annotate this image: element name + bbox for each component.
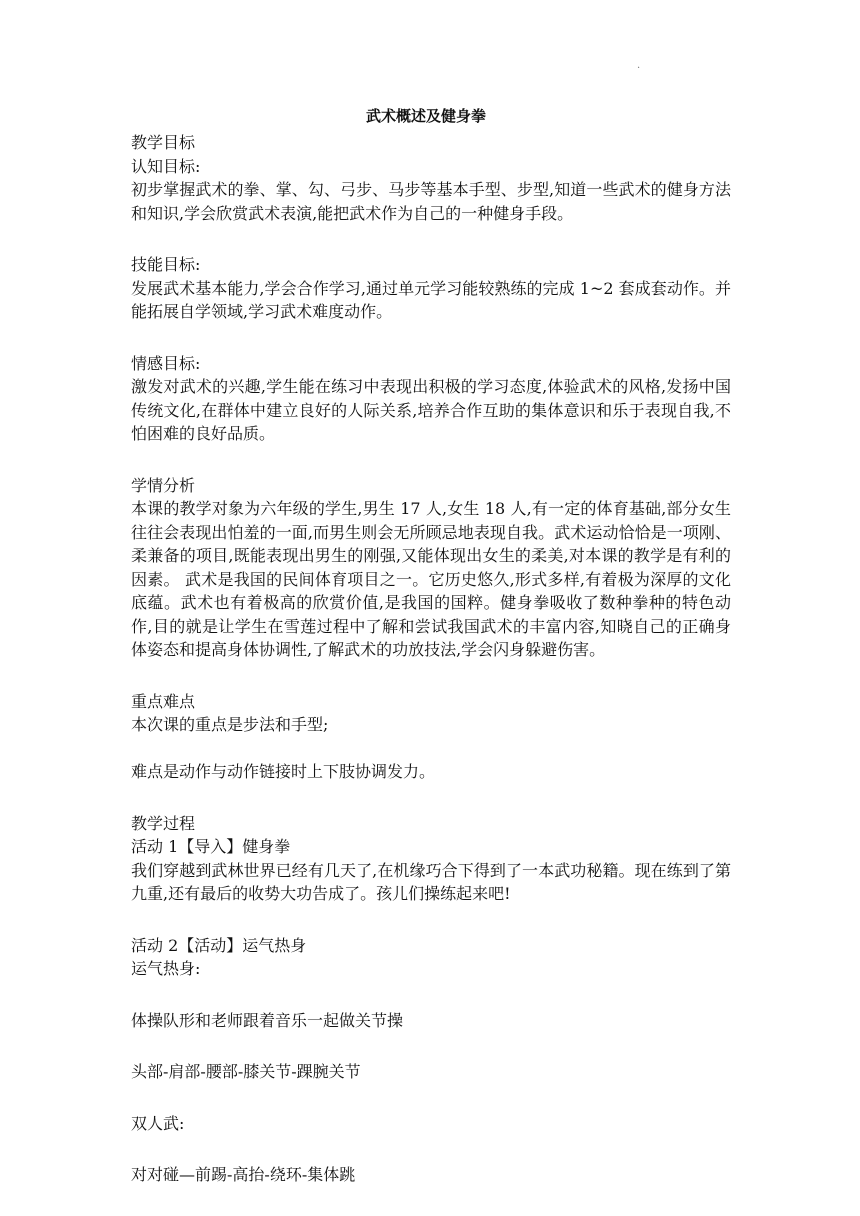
warmup-label: 运气热身: [131,959,201,978]
pair-item: 对对碰—前踢-高抬-绕环-集体跳 [131,1165,356,1184]
pair-label: 双人武: [131,1113,185,1133]
activity2-title: 活动 2【活动】运气热身 [131,935,307,955]
warmup-item-1: 体操队形和老师跟着音乐一起做关节操 [131,1010,404,1030]
key-points-heading: 重点难点 [131,691,196,711]
activity1-title: 活动 1【导入】健身拳 [131,837,291,856]
emotion-goal-label: 情感目标: [131,353,201,373]
cognitive-goal-label: 认知目标: [131,156,201,176]
analysis-text: 本课的教学对象为六年级的学生,男生 17 人,女生 18 人,有一定的体育基础,部分女生往往会表现出怕羞的一面,而男生则会无所顾忌地表现自我。武术运动恰恰是一项刚、柔兼备的项目,既能表现出男生的刚强,又能体现出女生的柔美,对本课的教学是有利的因素。 武术是我国的民间体育项目之一。它历史悠久,形式多样,有着极为深厚的文化底蕴。武术也有着极高的欣赏价值,是我国的国粹。健身拳吸收了数种拳种的特色动作,目的就是让学生在雪莲过程中了解和尝试我国武术的丰富内容,知晓自己的正确身体姿态和提高身体协调性,了解武术的功放技法,学会闪身躲避伤害。 [131,499,731,659]
warmup-item-2: 头部-肩部-腰部-膝关节-踝腕关节 [131,1062,361,1081]
key-point-text: 本次课的重点是步法和手型; [131,715,329,734]
activity1-text: 我们穿越到武林世界已经有几天了,在机缘巧合下得到了一本武功秘籍。现在练到了第九重,还有最后的收势大功告成了。孩儿们操练起来吧! [131,860,731,903]
header-mark: . [637,60,641,71]
emotion-goal-text: 激发对武术的兴趣,学生能在练习中表现出积极的学习态度,体验武术的风格,发扬中国传统文化,在群体中建立良好的人际关系,培养合作互助的集体意识和乐于表现自我,不怕困难的良好品质。 [131,377,731,443]
difficulty-text: 难点是动作与动作链接时上下肢协调发力。 [131,762,436,781]
skill-goal-label: 技能目标: [131,255,201,274]
analysis-heading: 学情分析 [131,475,196,495]
process-heading: 教学过程 [131,813,196,833]
teaching-goals-heading: 教学目标 [131,133,196,152]
document-title: 武术概述及健身拳 [365,107,486,125]
skill-goal-text: 发展武术基本能力,学会合作学习,通过单元学习能较熟练的完成 1~2 套成套动作。并能拓展自学领域,学习武术难度动作。 [131,278,731,321]
cognitive-goal-text: 初步掌握武术的拳、掌、勾、弓步、马步等基本手型、步型,知道一些武术的健身方法和知识,学会欣赏武术表演,能把武术作为自己的一种健身手段。 [131,180,731,223]
document-page [131,101,731,1187]
